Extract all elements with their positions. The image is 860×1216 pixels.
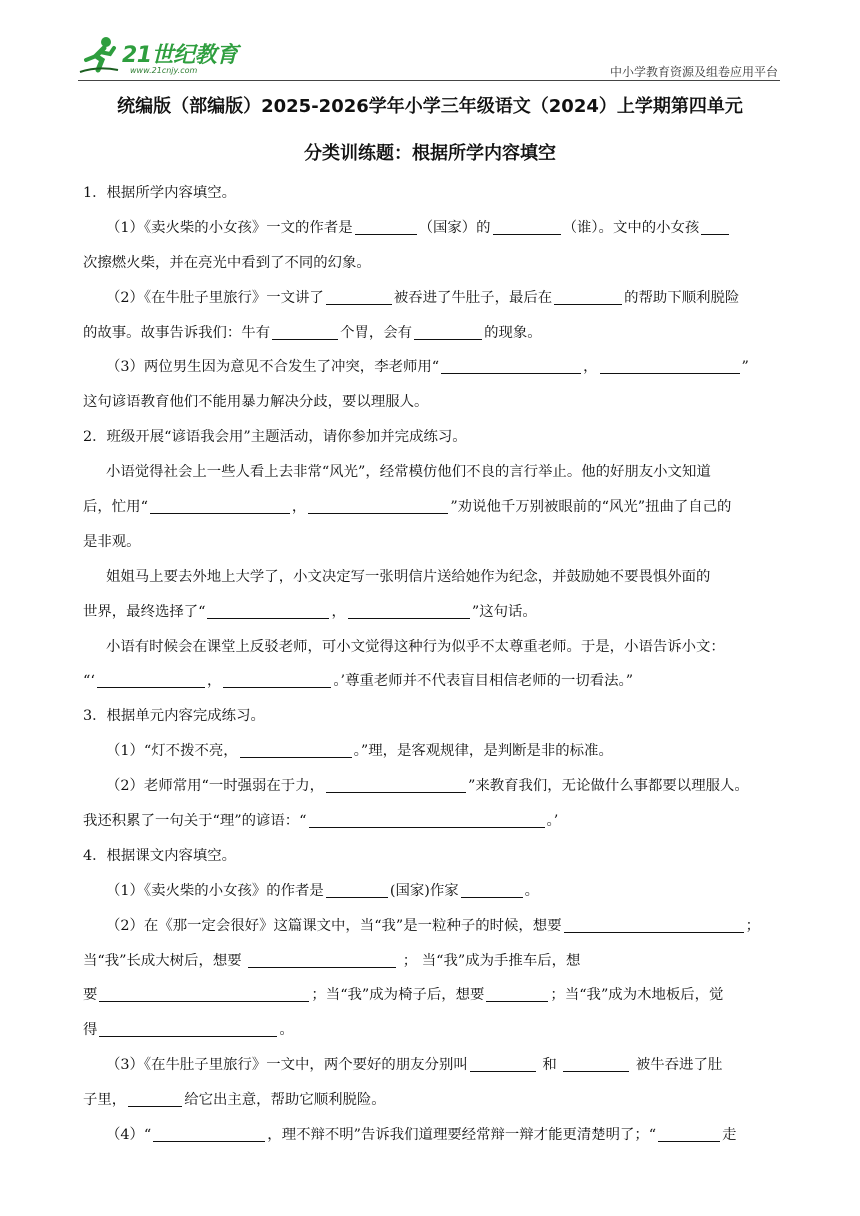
answer-blank[interactable] xyxy=(153,1127,265,1142)
question-2-p3-line2: “‘ ， 。’尊重老师并不代表盲目相信老师的一切看法。” xyxy=(83,673,634,690)
answer-blank[interactable] xyxy=(441,359,581,374)
answer-blank[interactable] xyxy=(564,918,744,933)
answer-blank[interactable] xyxy=(326,778,466,793)
answer-blank[interactable] xyxy=(309,813,545,828)
question-2-p2-line2: 世界，最终选择了“ ， ”这句话。 xyxy=(83,603,537,620)
runner-logo-icon xyxy=(78,36,120,76)
page-title-line1: 统编版（部编版）2025-2026学年小学三年级语文（2024）上学期第四单元 xyxy=(117,96,743,117)
answer-blank[interactable] xyxy=(150,499,290,514)
question-4-1: （1）《卖火柴的小女孩》的作者是 (国家)作家 。 xyxy=(106,882,540,899)
answer-blank[interactable] xyxy=(701,220,729,235)
question-1-3-line2: 这句谚语教育他们不能用暴力解决分歧，要以理服人。 xyxy=(83,394,429,411)
logo-text: 21世纪教育 xyxy=(122,43,238,68)
question-4-2-line4: 得 。 xyxy=(83,1022,294,1039)
question-2-p1-line2: 后，忙用“ ， ”劝说他千万别被眼前的“风光”扭曲了自己的 xyxy=(83,499,732,516)
question-2-p1-line1: 小语觉得社会上一些人看上去非常“风光”，经常模仿他们不良的言行举止。他的好朋友小文知道 xyxy=(106,464,711,481)
answer-blank[interactable] xyxy=(470,1057,536,1072)
page-title-line2: 分类训练题：根据所学内容填空 xyxy=(304,143,556,164)
answer-blank[interactable] xyxy=(240,743,352,758)
logo xyxy=(78,36,238,80)
answer-blank[interactable] xyxy=(461,883,523,898)
logo-url: www.21cnjy.com xyxy=(130,66,198,75)
question-1-1-line2: 次擦燃火柴，并在亮光中看到了不同的幻象。 xyxy=(83,254,371,271)
question-4-2-line2: 当“我”长成大树后，想要 ； 当“我”成为手推车后，想 xyxy=(83,952,581,969)
question-4-3-line2: 子里， 给它出主意，帮助它顺利脱险。 xyxy=(83,1092,386,1109)
answer-blank[interactable] xyxy=(99,1022,277,1037)
question-4-3-line1: （3）《在牛肚子里旅行》一文中，两个要好的朋友分别叫 和 被牛吞进了肚 xyxy=(106,1057,723,1074)
question-3-stem: 3．根据单元内容完成练习。 xyxy=(83,708,265,725)
answer-blank[interactable] xyxy=(207,604,329,619)
question-2-p3-line1: 小语有时候会在课堂上反驳老师，可小文觉得这种行为似乎不太尊重老师。于是，小语告诉小文： xyxy=(106,638,725,655)
question-1-2-line2: 的故事。故事告诉我们：牛有 个胃，会有 的现象。 xyxy=(83,324,542,341)
answer-blank[interactable] xyxy=(326,290,392,305)
answer-blank[interactable] xyxy=(493,220,561,235)
answer-blank[interactable] xyxy=(554,290,622,305)
answer-blank[interactable] xyxy=(326,883,388,898)
answer-blank[interactable] xyxy=(97,673,205,688)
answer-blank[interactable] xyxy=(348,604,470,619)
answer-blank[interactable] xyxy=(223,673,331,688)
question-4-2-line1: （2）在《那一定会很好》这篇课文中，当“我”是一粒种子的时候，想要 ； xyxy=(106,917,760,934)
question-3-2-line1: （2）老师常用“一时强弱在于力， ”来教育我们，无论做什么事都要以理服人。 xyxy=(106,778,749,795)
answer-blank[interactable] xyxy=(355,220,417,235)
answer-blank[interactable] xyxy=(99,987,309,1002)
question-2-p2-line1: 姐姐马上要去外地上大学了，小文决定写一张明信片送给她作为纪念，并鼓励她不要畏惧外面的 xyxy=(106,568,711,585)
question-3-1: （1）“灯不拨不亮， 。”理，是客观规律，是判断是非的标准。 xyxy=(106,743,613,760)
question-2-stem: 2．班级开展“谚语我会用”主题活动，请你参加并完成练习。 xyxy=(83,429,467,446)
question-4-stem: 4．根据课文内容填空。 xyxy=(83,847,237,864)
answer-blank[interactable] xyxy=(272,325,338,340)
question-2-p1-line3: 是非观。 xyxy=(83,533,141,550)
question-1-1-line1: （1）《卖火柴的小女孩》一文的作者是 （国家）的 （谁）。文中的小女孩 xyxy=(83,211,783,246)
answer-blank[interactable] xyxy=(486,987,548,1002)
answer-blank[interactable] xyxy=(308,499,448,514)
question-1-3-line1: （3）两位男生因为意见不合发生了冲突，李老师用“ ， ” xyxy=(106,359,749,376)
header-tagline: 中小学教育资源及组卷应用平台 xyxy=(609,65,778,79)
answer-blank[interactable] xyxy=(563,1057,629,1072)
page-header xyxy=(78,32,780,81)
question-3-2-line2: 我还积累了一句关于“理”的谚语：“ 。’ xyxy=(83,813,559,830)
question-1-stem: 1．根据所学内容填空。 xyxy=(83,185,237,201)
question-4-2-line3: 要 ；当“我”成为椅子后，想要 ；当“我”成为木地板后，觉 xyxy=(83,987,724,1004)
question-1-2-line1: （2）《在牛肚子里旅行》一文讲了 被吞进了牛肚子，最后在 的帮助下顺利脱险 xyxy=(106,289,740,306)
answer-blank[interactable] xyxy=(248,953,396,968)
question-4-4-line1: （4）“ ，理不辩不明”告诉我们道理要经常辩一辩才能更清楚明了；“ 走 xyxy=(106,1127,737,1144)
answer-blank[interactable] xyxy=(128,1092,182,1107)
answer-blank[interactable] xyxy=(414,325,482,340)
answer-blank[interactable] xyxy=(658,1127,720,1142)
answer-blank[interactable] xyxy=(600,359,740,374)
question-content xyxy=(83,176,783,1153)
